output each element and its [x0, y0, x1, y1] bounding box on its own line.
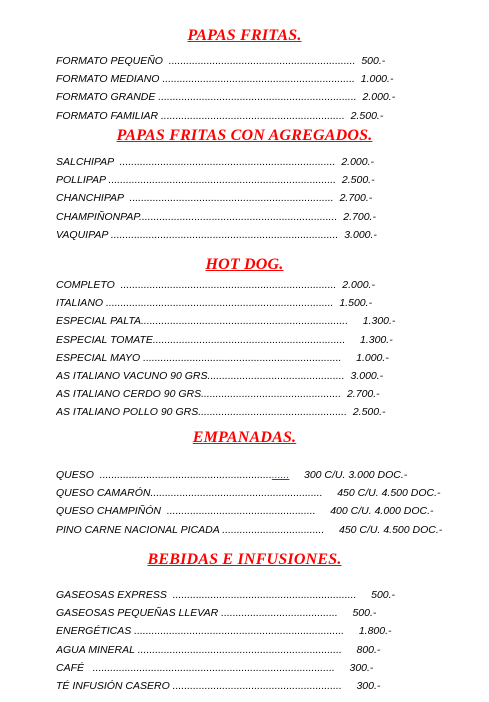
list-item	[56, 367, 476, 385]
dot-leader: ....................................................................	[155, 91, 363, 104]
item-name: ITALIANO	[56, 297, 104, 310]
item-price: 450 C/U. 4.500 DOC.-	[338, 523, 443, 536]
list-item	[56, 403, 476, 421]
dot-leader: ................................................................	[162, 55, 362, 67]
dot-leader: ...............................................	[204, 388, 347, 401]
item-price: 2.700.-	[339, 192, 373, 205]
dot-leader: ..................................................................	[152, 333, 360, 346]
item-price: 2.000.-	[362, 91, 396, 104]
item-price: 2.500.-	[352, 406, 386, 419]
item-name: GASEOSAS PEQUEÑAS LLEVAR	[56, 607, 219, 620]
item-name: QUESO	[56, 469, 94, 481]
dot-leader: ....................................................................	[139, 210, 344, 223]
list-item	[56, 466, 476, 484]
item-price: 300.-	[356, 679, 381, 692]
dot-leader: ..................................................................	[159, 73, 361, 86]
item-price: 450 C/U. 4.500 DOC.-	[337, 487, 441, 500]
section-title-hot-dog: HOT DOG.	[205, 256, 284, 273]
dot-leader: ......................................................................	[134, 643, 357, 656]
item-name: QUESO CHAMPIÑÓN	[56, 505, 162, 518]
item-name: FORMATO FAMILIAR	[56, 109, 159, 122]
dot-leader: ........................................................................	[131, 625, 359, 638]
dot-leader: ....................................................................	[140, 351, 357, 364]
dot-leader: ...................................................	[198, 406, 353, 419]
item-name: FORMATO MEDIANO	[56, 73, 160, 86]
dot-leader: ..........................................................................	[114, 279, 343, 291]
section-list-empanadas	[56, 466, 476, 539]
list-item	[56, 641, 476, 659]
item-name: AS ITALIANO VACUNO 90 GRS	[56, 369, 208, 382]
dot-leader-highlighted: ......	[271, 469, 290, 481]
item-price: 2.700.-	[346, 388, 380, 401]
item-price: 2.000.-	[341, 156, 375, 168]
item-name: FORMATO PEQUEÑO	[56, 55, 163, 67]
list-item	[56, 226, 476, 244]
item-name: ENERGÉTICAS	[56, 625, 132, 638]
section-list-papas-agregados	[56, 153, 476, 244]
dot-leader: ...................................................................................	[84, 661, 350, 674]
list-item	[56, 677, 476, 695]
list-item	[56, 153, 476, 171]
dot-leader: ...............................................................	[166, 589, 372, 601]
list-item	[56, 604, 476, 622]
dot-leader: ...........................................................	[150, 487, 338, 500]
list-item	[56, 189, 476, 207]
dot-leader: ..............................................................................	[103, 297, 340, 310]
section-list-papas-fritas	[56, 52, 476, 125]
item-name: TÉ INFUSIÓN CASERO	[56, 679, 170, 692]
item-price: 300.-	[349, 661, 374, 674]
section-list-hot-dog	[56, 276, 476, 422]
item-name: SALCHIPAP	[56, 156, 114, 168]
item-name: CHAMPIÑONPAP	[56, 210, 140, 223]
list-item	[56, 502, 476, 520]
item-name: VAQUIPAP	[56, 228, 108, 241]
list-item	[56, 208, 476, 226]
list-item	[56, 107, 476, 125]
item-price: 1.300.-	[360, 333, 393, 346]
section-title-papas-fritas-con-agregados: PAPAS FRITAS CON AGREGADOS.	[116, 127, 373, 144]
item-price: 1.300.-	[362, 315, 396, 328]
item-price: 3.000.-	[350, 369, 384, 382]
section-title-empanadas: EMPANADAS.	[192, 429, 297, 446]
list-item	[56, 484, 476, 502]
item-price: 1.000.-	[360, 73, 394, 86]
item-price: 2.500.-	[350, 109, 384, 122]
dot-leader: ..............................................................................	[105, 174, 342, 187]
item-name: PINO CARNE NACIONAL PICADA	[56, 523, 220, 536]
section-title-bebidas-e-infusiones: BEBIDAS E INFUSIONES.	[147, 551, 342, 568]
item-price: 2.700.-	[343, 210, 376, 223]
item-name: AS ITALIANO CERDO 90 GRS.	[56, 388, 205, 401]
list-item	[56, 312, 476, 330]
dot-leader: ...................................................	[161, 505, 331, 518]
item-name: CAFÉ	[56, 661, 85, 674]
item-name: ESPECIAL TOMATE	[56, 333, 153, 346]
item-price: 400 C/U. 4.000 DOC.-	[330, 505, 434, 518]
item-price: 1.500.-	[339, 297, 373, 310]
list-item	[56, 294, 476, 312]
dot-leader: ..............................................................................	[107, 228, 345, 241]
item-price: 500.-	[371, 589, 396, 601]
list-item	[56, 70, 476, 88]
item-name: CHANCHIPAP	[56, 192, 124, 205]
dot-leader: ...............................................................	[158, 109, 351, 122]
dot-leader: ..........................................................................	[113, 156, 342, 168]
list-item	[56, 385, 476, 403]
section-title-papas-fritas: PAPAS FRITAS.	[187, 27, 302, 44]
item-name: FORMATO GRANDE	[56, 91, 156, 104]
item-name: AS ITALIANO POLLO 90 GRS	[56, 406, 199, 419]
item-price: 1.000.-	[356, 351, 389, 364]
list-item	[56, 622, 476, 640]
item-price: 300 C/U. 3.000 DOC.-	[289, 469, 408, 481]
item-price: 2.000.-	[342, 279, 375, 291]
list-item	[56, 88, 476, 106]
item-price: 1.800.-	[358, 625, 392, 638]
list-item	[56, 276, 476, 294]
item-name: QUESO CAMARÓN	[56, 487, 151, 500]
item-name: ESPECIAL PALTA	[56, 315, 142, 328]
list-item	[56, 586, 476, 604]
section-list-bebidas	[56, 586, 476, 695]
item-name: AGUA MINERAL	[56, 643, 135, 656]
item-price: 500.-	[361, 55, 386, 67]
item-name: COMPLETO	[56, 279, 115, 291]
item-name: GASEOSAS EXPRESS	[56, 589, 167, 601]
item-price: 2.500.-	[341, 174, 375, 187]
list-item	[56, 521, 476, 539]
item-price: 500.-	[352, 607, 377, 620]
item-name: ESPECIAL MAYO	[56, 351, 141, 364]
dot-leader: ...............................................	[207, 369, 351, 382]
list-item	[56, 349, 476, 367]
dot-leader: ...................................	[219, 523, 339, 536]
dot-leader: ..........................................................	[169, 679, 357, 692]
dot-leader: .......................................................................	[141, 315, 363, 328]
list-item	[56, 171, 476, 189]
item-price: 800.-	[356, 643, 381, 656]
dot-leader: ...........................................................	[93, 469, 272, 481]
list-item	[56, 52, 476, 70]
dot-leader: ......................................................................	[123, 192, 340, 205]
list-item	[56, 331, 476, 349]
list-item	[56, 659, 476, 677]
dot-leader: ........................................	[218, 607, 353, 620]
item-name: POLLIPAP	[56, 174, 106, 187]
item-price: 3.000.-	[344, 228, 377, 241]
